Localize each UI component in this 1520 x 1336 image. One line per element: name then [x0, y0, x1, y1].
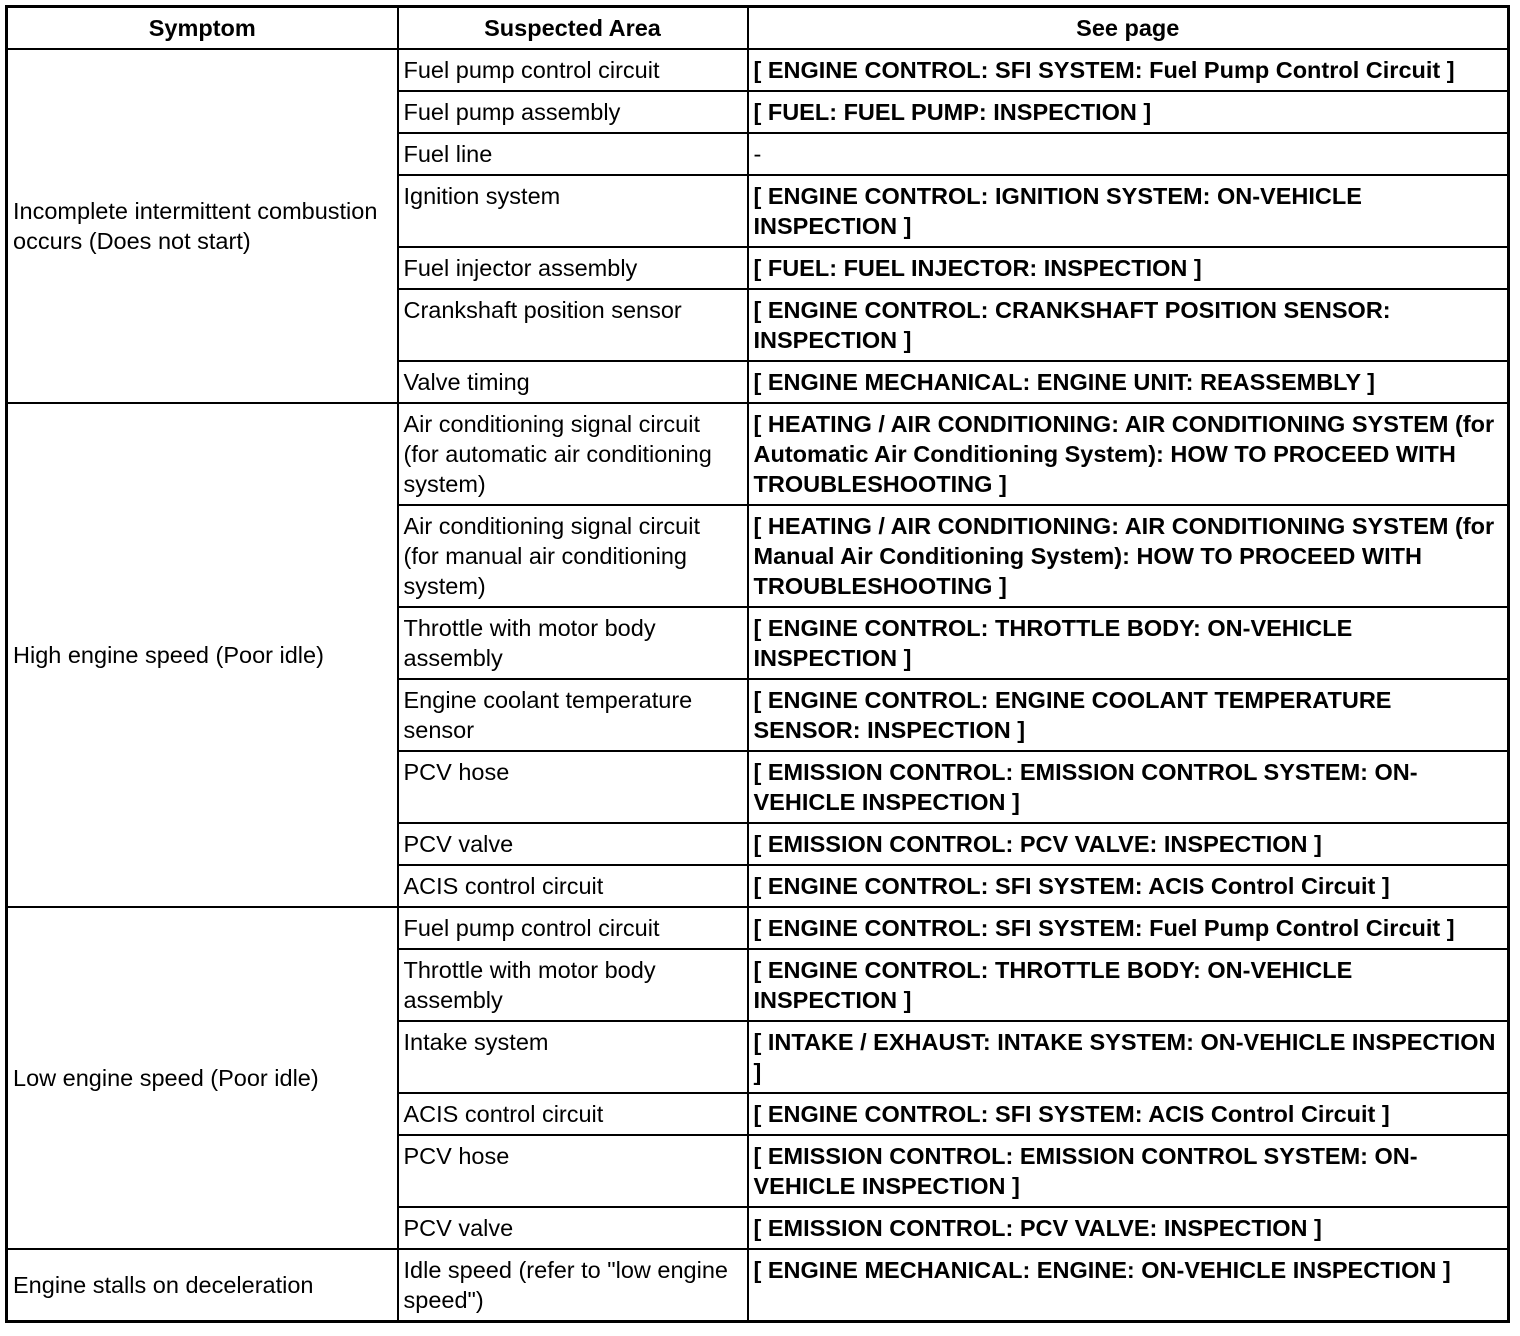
suspected-area-cell: Air conditioning signal circuit (for automatic air conditioning system)	[398, 403, 748, 505]
suspected-area-cell: PCV valve	[398, 1207, 748, 1249]
see-page-cell: [ EMISSION CONTROL: PCV VALVE: INSPECTION ]	[748, 1207, 1509, 1249]
suspected-area-cell: ACIS control circuit	[398, 865, 748, 907]
see-page-cell: [ ENGINE MECHANICAL: ENGINE UNIT: REASSEMBLY ]	[748, 361, 1509, 403]
suspected-area-cell: Throttle with motor body assembly	[398, 949, 748, 1021]
see-page-cell: [ ENGINE MECHANICAL: ENGINE: ON-VEHICLE INSPECTION ]	[748, 1249, 1509, 1322]
header-see-page: See page	[748, 7, 1509, 50]
suspected-area-cell: Valve timing	[398, 361, 748, 403]
symptom-cell: Low engine speed (Poor idle)	[7, 907, 398, 1249]
suspected-area-cell: PCV hose	[398, 751, 748, 823]
suspected-area-cell: Engine coolant temperature sensor	[398, 679, 748, 751]
suspected-area-cell: Ignition system	[398, 175, 748, 247]
suspected-area-cell: Idle speed (refer to "low engine speed")	[398, 1249, 748, 1322]
table-row	[7, 1249, 1509, 1322]
suspected-area-cell: Fuel pump control circuit	[398, 49, 748, 91]
see-page-cell: [ ENGINE CONTROL: SFI SYSTEM: ACIS Control Circuit ]	[748, 1093, 1509, 1135]
suspected-area-cell: Air conditioning signal circuit (for manual air conditioning system)	[398, 505, 748, 607]
see-page-cell: -	[748, 133, 1509, 175]
see-page-cell: [ EMISSION CONTROL: EMISSION CONTROL SYSTEM: ON-VEHICLE INSPECTION ]	[748, 751, 1509, 823]
table-row	[7, 49, 1509, 91]
see-page-cell: [ FUEL: FUEL INJECTOR: INSPECTION ]	[748, 247, 1509, 289]
suspected-area-cell: Intake system	[398, 1021, 748, 1093]
header-row	[7, 7, 1509, 50]
see-page-cell: [ INTAKE / EXHAUST: INTAKE SYSTEM: ON-VEHICLE INSPECTION ]	[748, 1021, 1509, 1093]
table-row	[7, 403, 1509, 505]
suspected-area-cell: Throttle with motor body assembly	[398, 607, 748, 679]
see-page-cell: [ FUEL: FUEL PUMP: INSPECTION ]	[748, 91, 1509, 133]
see-page-cell: [ ENGINE CONTROL: IGNITION SYSTEM: ON-VEHICLE INSPECTION ]	[748, 175, 1509, 247]
suspected-area-cell: Crankshaft position sensor	[398, 289, 748, 361]
see-page-cell: [ EMISSION CONTROL: PCV VALVE: INSPECTION ]	[748, 823, 1509, 865]
see-page-cell: [ ENGINE CONTROL: SFI SYSTEM: Fuel Pump Control Circuit ]	[748, 907, 1509, 949]
suspected-area-cell: Fuel pump control circuit	[398, 907, 748, 949]
see-page-cell: [ EMISSION CONTROL: EMISSION CONTROL SYSTEM: ON-VEHICLE INSPECTION ]	[748, 1135, 1509, 1207]
see-page-cell: [ HEATING / AIR CONDITIONING: AIR CONDITIONING SYSTEM (for Automatic Air Conditioning System): HOW TO PROCEED WITH TROUBLESHOOTING ]	[748, 403, 1509, 505]
symptom-cell: Incomplete intermittent combustion occurs (Does not start)	[7, 49, 398, 403]
see-page-cell: [ ENGINE CONTROL: SFI SYSTEM: Fuel Pump Control Circuit ]	[748, 49, 1509, 91]
see-page-cell: [ ENGINE CONTROL: THROTTLE BODY: ON-VEHICLE INSPECTION ]	[748, 949, 1509, 1021]
table-row	[7, 907, 1509, 949]
symptom-cell: Engine stalls on deceleration	[7, 1249, 398, 1322]
see-page-cell: [ ENGINE CONTROL: THROTTLE BODY: ON-VEHICLE INSPECTION ]	[748, 607, 1509, 679]
see-page-cell: [ HEATING / AIR CONDITIONING: AIR CONDITIONING SYSTEM (for Manual Air Conditioning System): HOW TO PROCEED WITH TROUBLESHOOTING ]	[748, 505, 1509, 607]
header-symptom: Symptom	[7, 7, 398, 50]
suspected-area-cell: PCV hose	[398, 1135, 748, 1207]
symptom-cell: High engine speed (Poor idle)	[7, 403, 398, 907]
see-page-cell: [ ENGINE CONTROL: CRANKSHAFT POSITION SENSOR: INSPECTION ]	[748, 289, 1509, 361]
see-page-cell: [ ENGINE CONTROL: ENGINE COOLANT TEMPERATURE SENSOR: INSPECTION ]	[748, 679, 1509, 751]
suspected-area-cell: Fuel injector assembly	[398, 247, 748, 289]
troubleshooting-table	[5, 5, 1510, 1323]
suspected-area-cell: ACIS control circuit	[398, 1093, 748, 1135]
suspected-area-cell: PCV valve	[398, 823, 748, 865]
suspected-area-cell: Fuel pump assembly	[398, 91, 748, 133]
see-page-cell: [ ENGINE CONTROL: SFI SYSTEM: ACIS Control Circuit ]	[748, 865, 1509, 907]
header-suspected-area: Suspected Area	[398, 7, 748, 50]
suspected-area-cell: Fuel line	[398, 133, 748, 175]
